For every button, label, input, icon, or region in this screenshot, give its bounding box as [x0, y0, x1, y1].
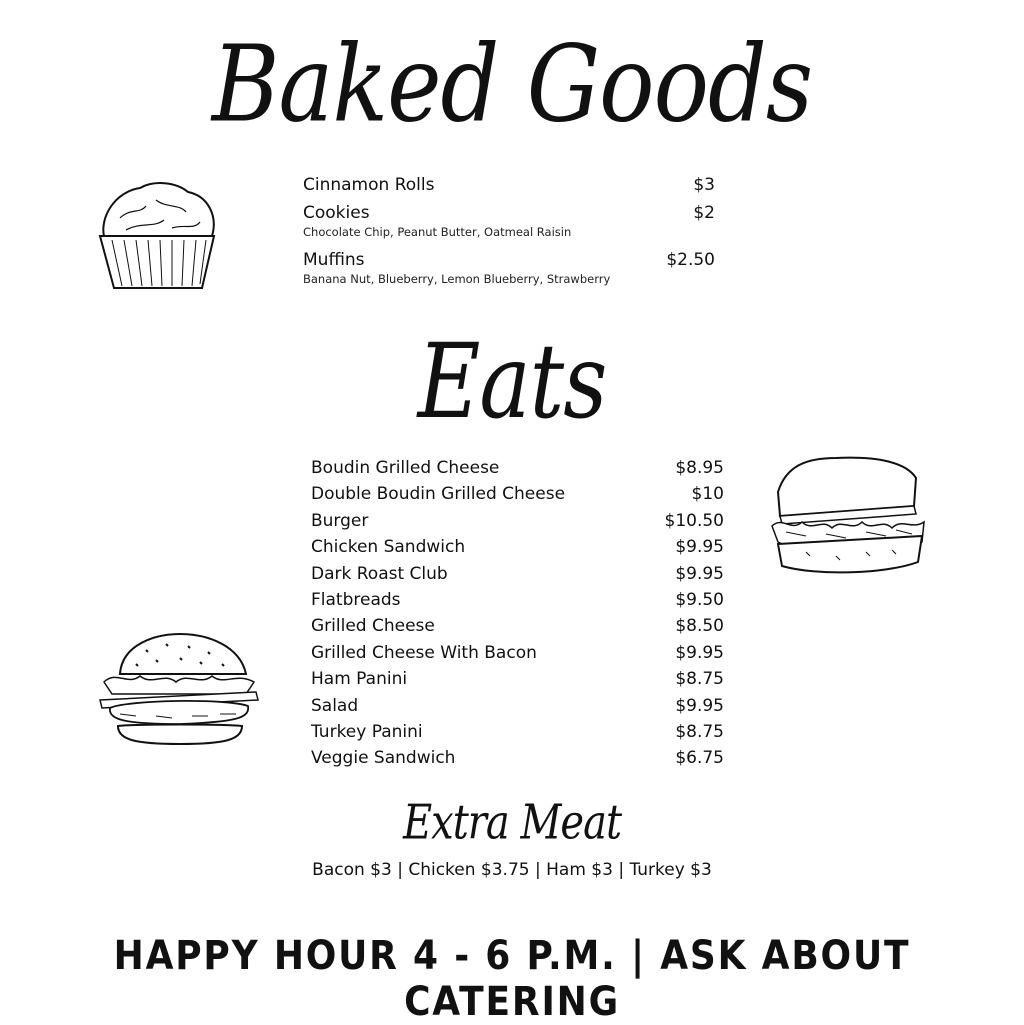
item-name: Veggie Sandwich — [311, 748, 456, 769]
item-price: $8.95 — [675, 458, 724, 478]
item-name: Dark Roast Club — [311, 563, 448, 584]
menu-item — [311, 481, 724, 507]
menu-item — [311, 534, 724, 560]
item-description: Chocolate Chip, Peanut Butter, Oatmeal Raisin — [303, 225, 572, 239]
item-name: Cookies — [303, 203, 370, 223]
baked-goods-title: Baked Goods — [211, 22, 813, 146]
item-price: $9.95 — [675, 563, 724, 584]
eats-title: Eats — [417, 322, 607, 442]
item-name: Double Boudin Grilled Cheese — [311, 484, 566, 505]
item-name: Turkey Panini — [311, 721, 423, 742]
item-price: $2 — [693, 203, 715, 223]
menu-item — [311, 455, 724, 481]
item-name: Salad — [311, 695, 359, 716]
item-price: $8.75 — [675, 669, 724, 690]
baked-goods-list — [303, 175, 715, 297]
item-price: $8.50 — [675, 616, 724, 637]
menu-item — [311, 613, 724, 639]
item-price: $3 — [693, 175, 715, 195]
item-price: $6.75 — [675, 748, 724, 769]
menu-item — [303, 250, 715, 297]
menu-item — [311, 587, 724, 613]
item-name: Cinnamon Rolls — [303, 175, 435, 195]
footer-banner: HAPPY HOUR 4 - 6 P.M. | ASK ABOUT CATERING — [113, 933, 911, 1025]
item-name: Burger — [311, 510, 369, 531]
menu-item — [303, 203, 715, 250]
item-price: $10 — [691, 484, 724, 505]
eats-list — [311, 455, 724, 772]
menu-item — [311, 561, 724, 587]
item-price: $9.95 — [675, 537, 724, 558]
extra-meat-prices: Bacon $3 | Chicken $3.75 | Ham $3 | Turkey $3 — [312, 860, 712, 880]
menu-item — [311, 745, 724, 771]
menu-item — [311, 508, 724, 534]
item-name: Ham Panini — [311, 669, 408, 690]
item-name: Chicken Sandwich — [311, 537, 466, 558]
menu-item — [311, 666, 724, 692]
item-name: Grilled Cheese — [311, 616, 435, 637]
muffin-icon — [96, 178, 220, 292]
menu-item — [311, 693, 724, 719]
item-name: Boudin Grilled Cheese — [311, 458, 500, 478]
menu-item — [311, 640, 724, 666]
item-price: $9.50 — [675, 589, 724, 610]
burger-icon — [96, 630, 262, 746]
menu-item — [303, 175, 715, 203]
item-name: Flatbreads — [311, 589, 401, 610]
item-price: $8.75 — [675, 721, 724, 742]
item-name: Grilled Cheese With Bacon — [311, 642, 537, 663]
menu-item — [311, 719, 724, 745]
sandwich-icon — [766, 452, 930, 578]
extra-meat-title: Extra Meat — [402, 795, 622, 851]
item-price: $2.50 — [666, 250, 715, 270]
item-price: $10.50 — [664, 510, 724, 531]
item-description: Banana Nut, Blueberry, Lemon Blueberry, Strawberry — [303, 272, 611, 286]
item-name: Muffins — [303, 250, 365, 270]
item-price: $9.95 — [675, 642, 724, 663]
item-price: $9.95 — [675, 695, 724, 716]
